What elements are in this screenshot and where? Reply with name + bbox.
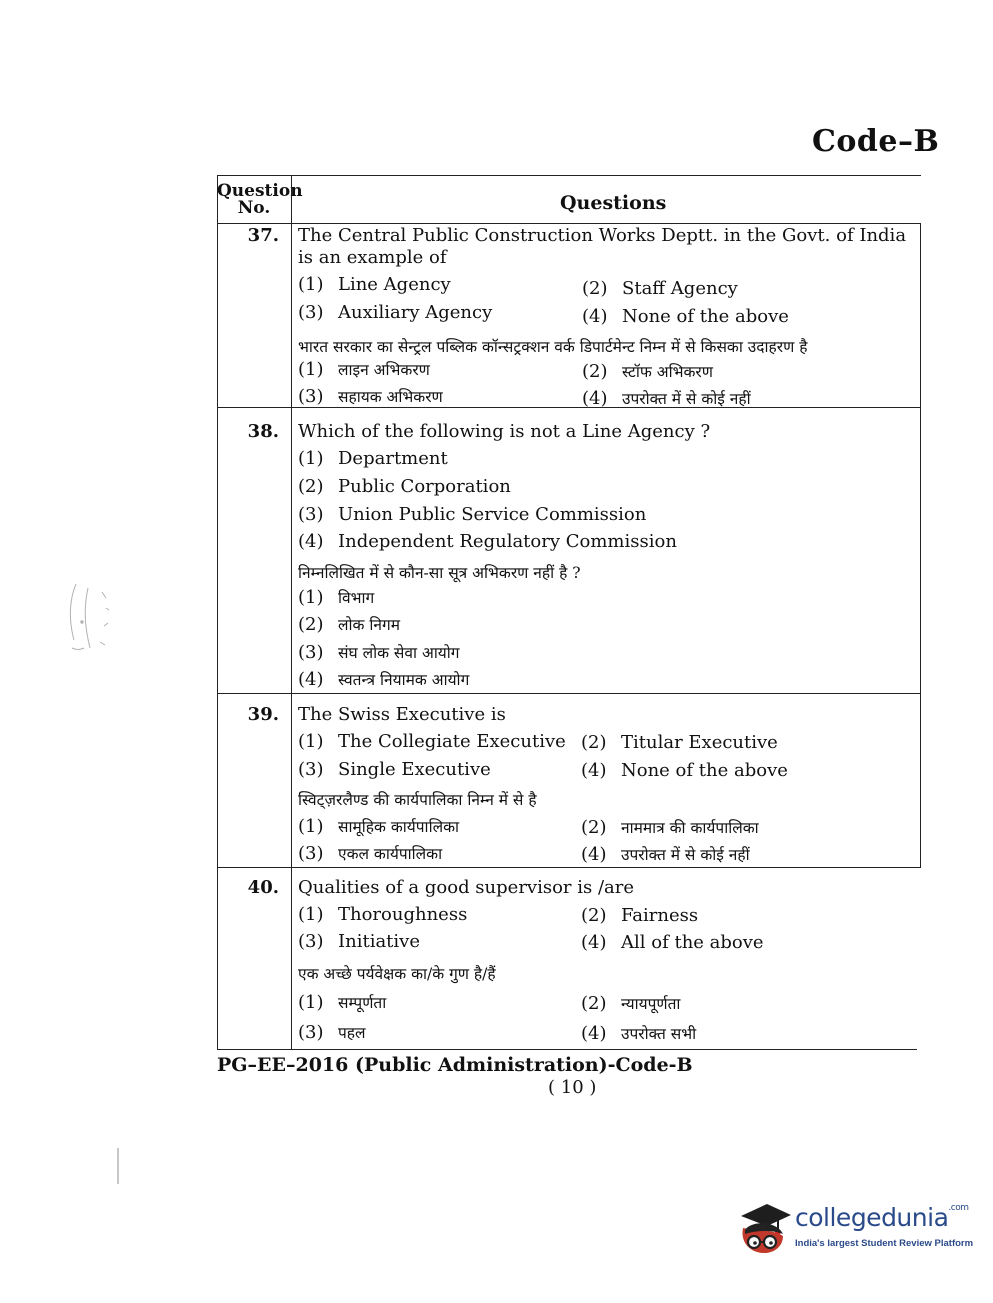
option-number: (1) xyxy=(298,448,324,469)
question-stem-hi: भारत सरकार का सेन्ट्रल पब्लिक कॉन्सट्रक्शन वर्क डिपार्टमेन्ट निम्न में से किसका उदाहरण है xyxy=(298,338,808,356)
option-text: All of the above xyxy=(621,932,764,953)
option-number: (4) xyxy=(582,306,608,327)
code-label: Code–B xyxy=(812,124,940,159)
option-en-4 xyxy=(298,531,677,552)
option-hi-3 xyxy=(298,842,442,864)
option-number: (2) xyxy=(298,476,324,497)
option-text: The Collegiate Executive xyxy=(338,731,566,752)
option-number: (4) xyxy=(581,1023,607,1044)
option-number: (3) xyxy=(298,843,324,864)
option-number: (4) xyxy=(581,760,607,781)
option-number: (3) xyxy=(298,1022,324,1043)
logo-name: collegedunia xyxy=(795,1203,949,1232)
column-divider xyxy=(291,175,292,1050)
option-text: Single Executive xyxy=(338,759,491,780)
option-text: Line Agency xyxy=(338,274,451,295)
option-text: उपरोक्त में से कोई नहीं xyxy=(622,390,751,408)
option-number: (2) xyxy=(581,993,607,1014)
option-text: लोक निगम xyxy=(338,616,400,634)
option-number: (3) xyxy=(298,642,324,663)
question-stem-hi: एक अच्छे पर्यवेक्षक का/के गुण है/हैं xyxy=(298,965,496,983)
option-number: (1) xyxy=(298,904,324,925)
question-number: 38. xyxy=(247,421,279,442)
option-hi-2 xyxy=(298,613,400,635)
question-stem-en: The Swiss Executive is xyxy=(298,704,506,725)
option-text: स्टॉफ अभिकरण xyxy=(622,363,713,381)
option-number: (4) xyxy=(298,531,324,552)
logo-suffix: .com xyxy=(948,1203,969,1213)
logo-tagline: India's largest Student Review Platform xyxy=(795,1238,974,1249)
option-number: (2) xyxy=(582,278,608,299)
option-hi-1 xyxy=(298,991,386,1013)
question-stem-en: Which of the following is not a Line Agency ? xyxy=(298,421,711,442)
option-en-1 xyxy=(298,448,448,469)
question-no-header xyxy=(217,181,303,218)
header-bottom-rule xyxy=(217,223,921,224)
option-number: (2) xyxy=(298,614,324,635)
option-text: None of the above xyxy=(622,306,789,327)
option-hi-4 xyxy=(581,1022,696,1044)
option-number: (4) xyxy=(581,844,607,865)
option-en-1 xyxy=(298,904,467,925)
option-text: Auxiliary Agency xyxy=(338,302,493,323)
option-text: उपरोक्त सभी xyxy=(621,1025,697,1043)
option-hi-4 xyxy=(581,843,750,865)
option-number: (4) xyxy=(298,669,324,690)
option-text: विभाग xyxy=(338,589,375,607)
option-text: संघ लोक सेवा आयोग xyxy=(338,644,460,662)
option-text: सम्पूर्णता xyxy=(338,994,387,1012)
option-number: (3) xyxy=(298,504,324,525)
option-number: (1) xyxy=(298,359,324,380)
question-table xyxy=(217,175,921,1051)
option-en-4 xyxy=(581,760,788,781)
paper-footer: PG–EE–2016 (Public Administration)-Code-B xyxy=(217,1054,693,1076)
option-number: (3) xyxy=(298,931,324,952)
collegedunia-logo xyxy=(737,1196,974,1260)
option-text: उपरोक्त में से कोई नहीं xyxy=(621,846,750,864)
confidential-stamp xyxy=(62,578,120,658)
option-hi-3 xyxy=(298,1021,366,1043)
option-number: (3) xyxy=(298,759,324,780)
option-en-4 xyxy=(581,932,764,953)
option-text: Public Corporation xyxy=(338,476,511,497)
option-number: (2) xyxy=(581,905,607,926)
question-no-header-line2: No. xyxy=(237,198,271,218)
option-number: (4) xyxy=(581,932,607,953)
option-text: नाममात्र की कार्यपालिका xyxy=(621,819,759,837)
option-number: (1) xyxy=(298,274,324,295)
question-number: 40. xyxy=(247,877,279,898)
option-en-3 xyxy=(298,759,491,780)
option-text: सहायक अभिकरण xyxy=(338,388,443,406)
question-no-header-line1: Question xyxy=(217,181,303,201)
option-hi-2 xyxy=(582,360,713,382)
option-hi-3 xyxy=(298,641,460,663)
option-en-2 xyxy=(581,905,698,926)
option-en-1 xyxy=(298,731,566,752)
option-number: (3) xyxy=(298,386,324,407)
question-stem-en: Qualities of a good supervisor is /are xyxy=(298,877,635,898)
option-en-2 xyxy=(581,732,778,753)
option-text: Titular Executive xyxy=(621,732,778,753)
option-number: (2) xyxy=(582,361,608,382)
option-number: (2) xyxy=(581,817,607,838)
option-text: एकल कार्यपालिका xyxy=(338,845,443,863)
option-text: Union Public Service Commission xyxy=(338,504,647,525)
question-stem-hi: निम्नलिखित में से कौन-सा सूत्र अभिकरण नहीं है ? xyxy=(298,564,581,582)
option-text: Independent Regulatory Commission xyxy=(338,531,677,552)
question-stem-en: The Central Public Construction Works Deptt. in the Govt. of India is an example of xyxy=(298,225,907,268)
row-rule-38 xyxy=(217,693,921,694)
option-hi-1 xyxy=(298,815,459,837)
option-text: लाइन अभिकरण xyxy=(338,361,430,379)
option-text: None of the above xyxy=(621,760,788,781)
row-rule-39 xyxy=(217,867,921,868)
mascot-icon xyxy=(737,1202,791,1258)
option-text: स्वतन्त्र नियामक आयोग xyxy=(338,671,470,689)
option-text: Staff Agency xyxy=(622,278,738,299)
page-number: ( 10 ) xyxy=(548,1077,597,1098)
option-text: Department xyxy=(338,448,448,469)
table-left-rule xyxy=(217,175,218,1050)
option-hi-4 xyxy=(298,668,469,690)
option-text: सामूहिक कार्यपालिका xyxy=(338,818,460,836)
option-text: Fairness xyxy=(621,905,699,926)
option-number: (4) xyxy=(582,388,608,409)
option-en-3 xyxy=(298,302,492,323)
option-number: (3) xyxy=(298,302,324,323)
option-en-2 xyxy=(582,278,738,299)
option-en-3 xyxy=(298,504,646,525)
option-number: (2) xyxy=(581,732,607,753)
option-text: Thoroughness xyxy=(338,904,468,925)
questions-header: Questions xyxy=(560,192,667,214)
option-hi-1 xyxy=(298,358,430,380)
option-hi-2 xyxy=(581,816,759,838)
option-en-2 xyxy=(298,476,511,497)
table-right-rule xyxy=(920,223,921,868)
option-hi-2 xyxy=(581,992,680,1014)
row-rule-37 xyxy=(217,407,921,408)
question-number: 39. xyxy=(247,704,279,725)
option-en-1 xyxy=(298,274,451,295)
option-number: (1) xyxy=(298,731,324,752)
table-bottom-rule xyxy=(217,1049,917,1050)
option-en-4 xyxy=(582,306,789,327)
option-hi-3 xyxy=(298,385,443,407)
option-text: पहल xyxy=(338,1024,366,1042)
question-number: 37. xyxy=(247,225,279,246)
option-number: (1) xyxy=(298,992,324,1013)
scan-mark xyxy=(117,1148,119,1184)
option-en-3 xyxy=(298,931,420,952)
option-number: (1) xyxy=(298,816,324,837)
question-stem-hi: स्विट्ज़रलैण्ड की कार्यपालिका निम्न में से है xyxy=(298,791,537,809)
option-text: Initiative xyxy=(338,931,420,952)
option-hi-1 xyxy=(298,586,374,608)
table-top-rule xyxy=(217,175,921,176)
option-text: न्यायपूर्णता xyxy=(621,995,681,1013)
option-number: (1) xyxy=(298,587,324,608)
logo-wordmark xyxy=(795,1203,968,1232)
option-hi-4 xyxy=(582,387,751,409)
